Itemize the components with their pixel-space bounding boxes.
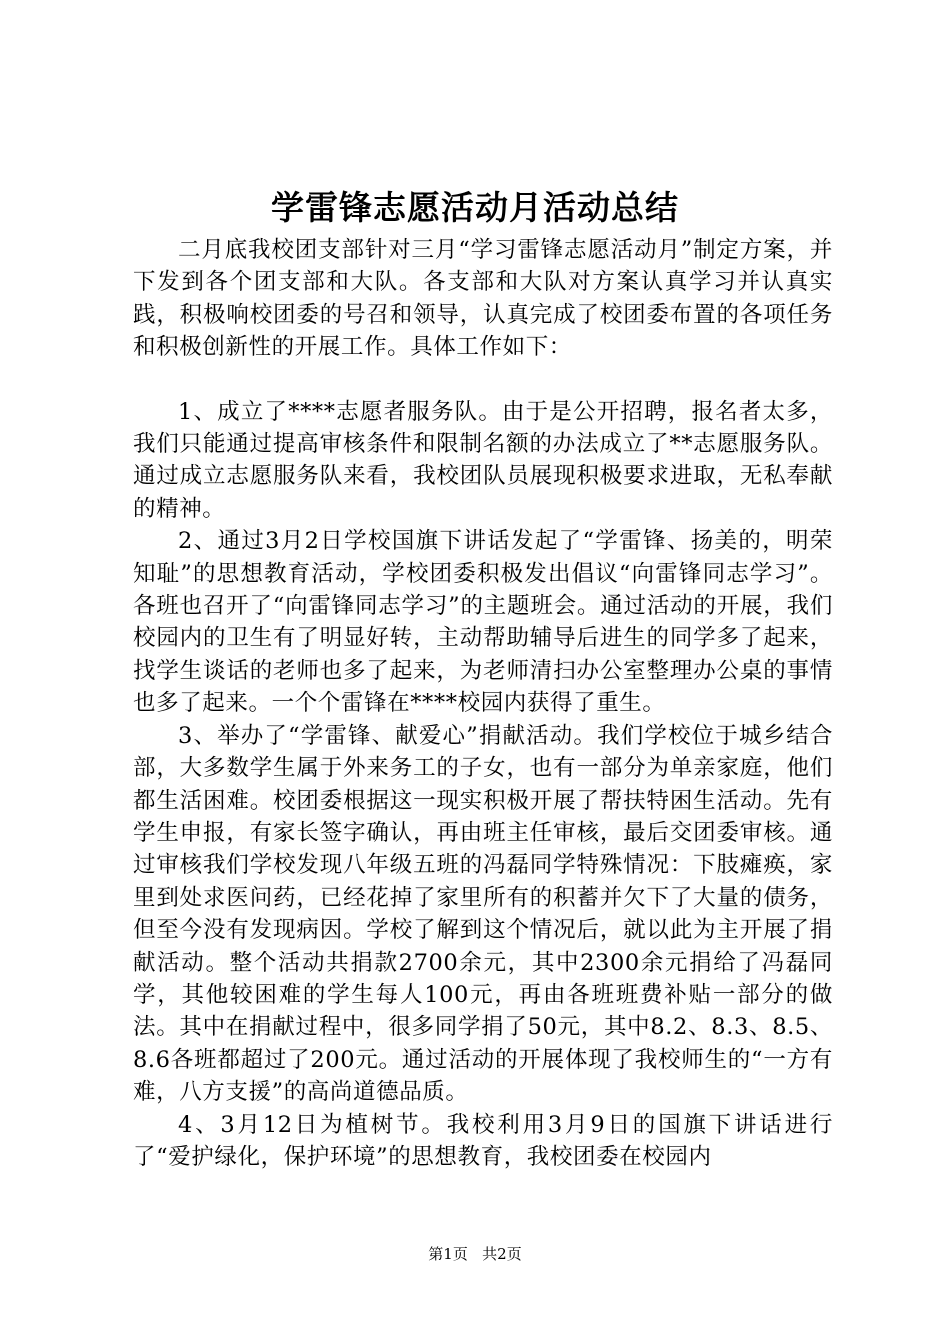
total-pages: 共2页 (482, 1245, 522, 1263)
page-footer (0, 1244, 950, 1264)
document-body (133, 234, 833, 1173)
item-paragraph-3: 3、举办了“学雷锋、献爱心”捐献活动。我们学校位于城乡结合部，大多数学生属于外来务工的子女，也有一部分为单亲家庭，他们都生活困难。校团委根据这一现实积极开展了帮扶特困生活动。先有学生申报，有家长签字确认，再由班主任审核，最后交团委审核。通过审核我们学校发现八年级五班的冯磊同学特殊情况：下肢瘫痪，家里到处求医问药，已经花掉了家里所有的积蓄并欠下了大量的债务，但至今没有发现病因。学校了解到这个情况后，就以此为主开展了捐献活动。整个活动共捐款2700余元，其中2300余元捐给了冯磊同学，其他较困难的学生每人100元，再由各班班费补贴一部分的做法。其中在捐献过程中，很多同学捐了50元，其中8.2、8.3、8.5、8.6各班都超过了200元。通过活动的开展体现了我校师生的“一方有难，八方支援”的高尚道德品质。 (133, 722, 833, 1106)
item-paragraph-2: 2、通过3月2日学校国旗下讲话发起了“学雷锋、扬美的，明荣知耻”的思想教育活动，学校团委积极发出倡议“向雷锋同志学习”。各班也召开了“向雷锋同志学习”的主题班会。通过活动的开展，我们校园内的卫生有了明显好转，主动帮助辅导后进生的同学多了起来，找学生谈话的老师也多了起来，为老师清扫办公室整理办公桌的事情也多了起来。一个个雷锋在****校园内获得了重生。 (133, 528, 833, 717)
document-title: 学雷锋志愿活动月活动总结 (271, 188, 679, 227)
page-number: 第1页 (428, 1245, 468, 1263)
item-paragraph-1: 1、成立了****志愿者服务队。由于是公开招聘，报名者太多，我们只能通过提高审核条件和限制名额的办法成立了**志愿服务队。通过成立志愿服务队来看，我校团队员展现积极要求进取，无私奉献的精神。 (133, 398, 833, 522)
intro-paragraph: 二月底我校团支部针对三月“学习雷锋志愿活动月”制定方案，并下发到各个团支部和大队。各支部和大队对方案认真学习并认真实践，积极响校团委的号召和领导，认真完成了校团委布置的各项任务和积极创新性的开展工作。具体工作如下： (133, 237, 833, 361)
item-paragraph-4: 4、3月12日为植树节。我校利用3月9日的国旗下讲话进行了“爱护绿化，保护环境”的思想教育，我校团委在校园内 (133, 1111, 833, 1170)
